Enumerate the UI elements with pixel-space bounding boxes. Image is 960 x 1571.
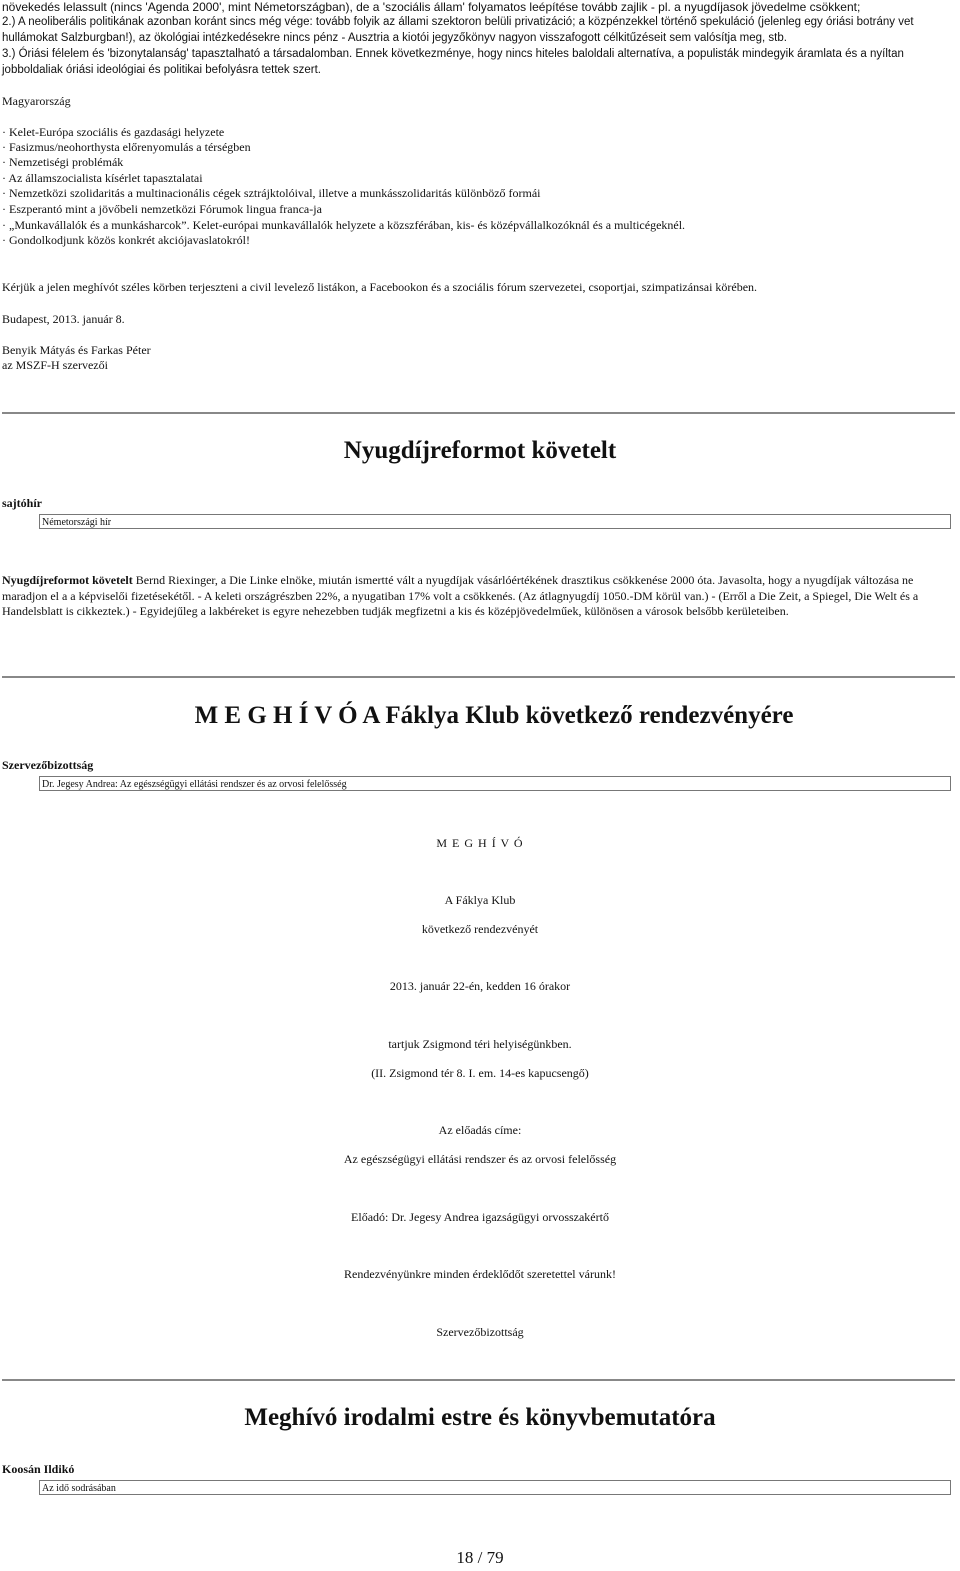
continuation-line: növekedés lelassult (nincs 'Agenda 2000', mint Németországban), de a 'szociális állam' folyamatos leépítése tovább zajlik - pl. a nyugdíjasok jövedelme csökkent;: [2, 0, 861, 14]
invitation-address: (II. Zsigmond tér 8. I. em. 14-es kapucsengő): [371, 1066, 589, 1080]
invitation-club: A Fáklya Klub: [444, 893, 516, 907]
topic-item: · Nemzetközi szolidaritás a multinacionális cégek sztrájktolóival, illetve a munkásszolidaritás különböző formái: [2, 186, 541, 200]
article-body: [2, 573, 954, 620]
signature-org: az MSZF-H szervezői: [2, 358, 108, 372]
article-title[interactable]: Nyugdíjreformot követelt: [343, 437, 617, 464]
invitation-talk-label: Az előadás címe:: [438, 1123, 522, 1137]
article-category-field: Németországi hír: [39, 514, 951, 529]
section-country: Magyarország: [2, 94, 71, 108]
topic-item: · „Munkavállalók és a munkásharcok”. Kelet-európai munkavállalók helyzete a közszférában, kis- és középvállalkozóknál és a multicégeknél.: [2, 218, 686, 232]
separator: [2, 1379, 955, 1381]
separator: [2, 412, 955, 414]
invitation-where: tartjuk Zsigmond téri helyiségünkben.: [388, 1037, 572, 1051]
topic-item: · Kelet-Európa szociális és gazdasági helyzete: [2, 125, 225, 139]
page-number: 18 / 79: [456, 1548, 504, 1567]
invitation-talk-title: Az egészségügyi ellátási rendszer és az orvosi felelősség: [343, 1152, 617, 1166]
topic-item: · Nemzetiségi problémák: [2, 155, 124, 169]
invitation-welcome: Rendezvényünkre minden érdeklődőt szeretettel várunk!: [344, 1267, 616, 1281]
article-title[interactable]: M E G H Í V Ó A Fáklya Klub következő rendezvényére: [194, 702, 794, 729]
topic-item: · Eszperantó mint a jövőbeli nemzetközi Fórumok lingua franca-ja: [2, 202, 322, 216]
paragraph-point-3: 3.) Óriási félelem és 'bizonytalanság' tapasztalható a társadalomban. Ennek következménye, hogy nincs hiteles baloldali alternatíva, a populisták mindegyik áramlata és a nyíltan jobboldaliak óriási ideológiai és politikai befolyásra tettek szert.: [2, 48, 904, 76]
separator: [2, 676, 955, 678]
paragraph-point-2: 2.) A neoliberális politikának azonban koránt sincs még vége: tovább folyik az állami szektoron belüli privatizáció; a közpénzekkel történő spekuláció (jelenleg egy óriási botrány vet hullámokat Salzburgban!), az ökológiai intézkedésekre nincs pénz - Ausztria a kiotói jegyzőkönyv nagyon visszafogott célkitűzéseit sem valósítja meg, stb.: [2, 16, 914, 44]
distribution-request: Kérjük a jelen meghívót széles körben terjeszteni a civil levelező listákon, a Facebookon és a szociális fórum szervezetei, csoportjai, szimpatizánsai körében.: [2, 280, 758, 294]
article-author: Szervezőbizottság: [2, 758, 94, 772]
article-category-field: Dr. Jegesy Andrea: Az egészségügyi ellátási rendszer és az orvosi felelősség: [39, 776, 951, 791]
signature-names: Benyik Mátyás és Farkas Péter: [2, 343, 151, 357]
invitation-when: 2013. január 22-én, kedden 16 órakor: [389, 979, 571, 993]
topic-item: · Fasizmus/neohorthysta előrenyomulás a térségben: [2, 140, 251, 154]
article-lead: Nyugdíjreformot követelt: [2, 573, 133, 587]
invitation-speaker: Előadó: Dr. Jegesy Andrea igazságügyi orvosszakértő: [351, 1210, 609, 1224]
invitation-next: következő rendezvényét: [421, 922, 539, 936]
topic-item: · Az államszocialista kísérlet tapasztalatai: [2, 171, 203, 185]
article-author: sajtóhír: [2, 496, 42, 510]
article-body-text: Bernd Riexinger, a Die Linke elnöke, miután ismertté vált a nyugdíjak vásárlóértékének drasztikus csökkenése 2000 óta. Javasolta, hogy a nyugdíjak változása ne maradjon el a a képviselői fizetésekétől. - A keleti országrészben 22%, a nyugatiban 17% volt a csökkenés. (Az átlagnyugdíj 1050.-DM körül van.) - (Erről a Die Zeit, a Spiegel, Die Welt és a Handelsblatt is cikkeztek.) - Egyidejűleg a lakbéreket is egyre nehezebben tudják megfizetni a kis és középjövedelműek, különösen a városok belsőbb kerületeiben.: [2, 573, 919, 618]
invitation-heading: M E G H Í V Ó: [436, 836, 524, 850]
date-place: Budapest, 2013. január 8.: [2, 312, 125, 326]
article-title[interactable]: Meghívó irodalmi estre és könyvbemutatóra: [244, 1404, 716, 1431]
article-author: Koosán Ildikó: [2, 1462, 75, 1476]
article-category-field: Az idő sodrásában: [39, 1480, 951, 1495]
topic-item: · Gondolkodjunk közös konkrét akciójavaslatokról!: [2, 233, 250, 247]
invitation-sign: Szervezőbizottság: [436, 1325, 524, 1339]
